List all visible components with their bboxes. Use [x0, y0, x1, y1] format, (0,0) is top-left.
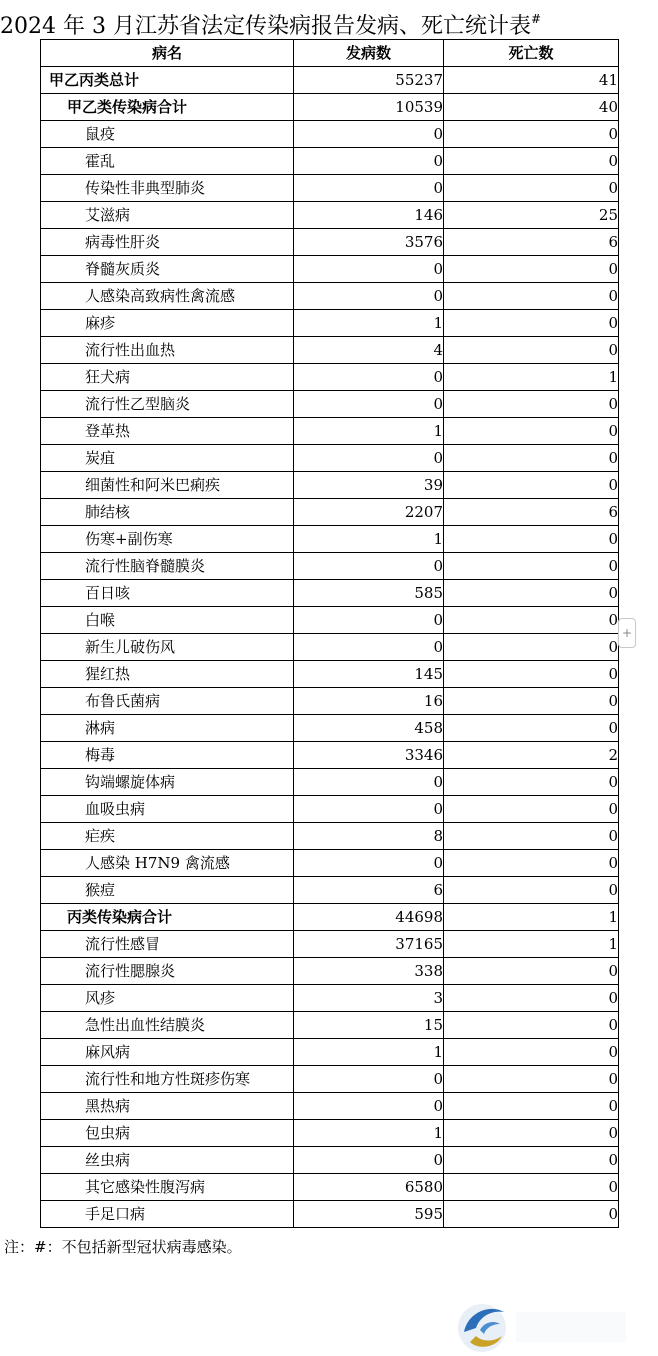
deaths-cell: 40	[444, 94, 619, 121]
disease-name-cell: 传染性非典型肺炎	[41, 175, 294, 202]
table-row	[41, 688, 619, 715]
deaths-cell: 0	[444, 283, 619, 310]
deaths-cell: 2	[444, 742, 619, 769]
disease-name-cell: 手足口病	[41, 1201, 294, 1228]
table-row	[41, 796, 619, 823]
cases-cell: 0	[294, 769, 444, 796]
table-row	[41, 283, 619, 310]
cases-cell: 0	[294, 364, 444, 391]
deaths-cell: 0	[444, 985, 619, 1012]
table-row	[41, 850, 619, 877]
deaths-cell: 0	[444, 1012, 619, 1039]
cases-cell: 37165	[294, 931, 444, 958]
disease-name-cell: 细菌性和阿米巴痢疾	[41, 472, 294, 499]
cases-cell: 6580	[294, 1174, 444, 1201]
disease-name-cell: 流行性腮腺炎	[41, 958, 294, 985]
cases-cell: 0	[294, 553, 444, 580]
deaths-cell: 0	[444, 391, 619, 418]
table-row	[41, 229, 619, 256]
table-row	[41, 310, 619, 337]
disease-name-cell: 流行性和地方性斑疹伤寒	[41, 1066, 294, 1093]
disease-name-cell: 狂犬病	[41, 364, 294, 391]
table-row	[41, 256, 619, 283]
disease-name-cell: 疟疾	[41, 823, 294, 850]
deaths-cell: 0	[444, 526, 619, 553]
cases-cell: 0	[294, 634, 444, 661]
deaths-cell: 6	[444, 499, 619, 526]
cases-cell: 4	[294, 337, 444, 364]
table-row	[41, 526, 619, 553]
deaths-cell: 0	[444, 1174, 619, 1201]
table-row	[41, 661, 619, 688]
disease-name-cell: 流行性乙型脑炎	[41, 391, 294, 418]
footnote: 注：#：不包括新型冠状病毒感染。	[4, 1238, 242, 1256]
deaths-cell: 0	[444, 1147, 619, 1174]
site-logo-icon	[456, 1298, 636, 1356]
deaths-cell: 0	[444, 553, 619, 580]
deaths-cell: 0	[444, 121, 619, 148]
cases-cell: 0	[294, 1093, 444, 1120]
disease-name-cell: 钩端螺旋体病	[41, 769, 294, 796]
cases-cell: 3	[294, 985, 444, 1012]
table-row	[41, 1120, 619, 1147]
table-header-row	[41, 40, 619, 67]
cases-cell: 6	[294, 877, 444, 904]
header-cases: 发病数	[294, 40, 444, 67]
table-row	[41, 148, 619, 175]
disease-name-cell: 猴痘	[41, 877, 294, 904]
deaths-cell: 1	[444, 931, 619, 958]
disease-name-cell: 丝虫病	[41, 1147, 294, 1174]
deaths-cell: 0	[444, 256, 619, 283]
cases-cell: 0	[294, 283, 444, 310]
cases-cell: 585	[294, 580, 444, 607]
cases-cell: 0	[294, 796, 444, 823]
deaths-cell: 0	[444, 607, 619, 634]
table-row	[41, 1093, 619, 1120]
deaths-cell: 0	[444, 715, 619, 742]
table-row	[41, 823, 619, 850]
deaths-cell: 0	[444, 688, 619, 715]
table-row	[41, 931, 619, 958]
deaths-cell: 1	[444, 364, 619, 391]
table-row	[41, 580, 619, 607]
table-row	[41, 1201, 619, 1228]
cases-cell: 16	[294, 688, 444, 715]
table-row	[41, 1174, 619, 1201]
table-row	[41, 1066, 619, 1093]
disease-name-cell: 病毒性肝炎	[41, 229, 294, 256]
table-row	[41, 499, 619, 526]
cases-cell: 0	[294, 1147, 444, 1174]
deaths-cell: 0	[444, 310, 619, 337]
table-row	[41, 121, 619, 148]
disease-name-cell: 霍乱	[41, 148, 294, 175]
disease-name-cell: 流行性出血热	[41, 337, 294, 364]
cases-cell: 0	[294, 1066, 444, 1093]
cases-cell: 458	[294, 715, 444, 742]
disease-name-cell: 鼠疫	[41, 121, 294, 148]
disease-name-cell: 猩红热	[41, 661, 294, 688]
disease-name-cell: 甲乙丙类总计	[41, 67, 294, 94]
cases-cell: 145	[294, 661, 444, 688]
page-title	[0, 0, 658, 38]
disease-name-cell: 麻疹	[41, 310, 294, 337]
disease-name-cell: 登革热	[41, 418, 294, 445]
logo-watermark-band	[516, 1312, 626, 1342]
table-row	[41, 364, 619, 391]
deaths-cell: 0	[444, 877, 619, 904]
expand-button[interactable]: +	[618, 618, 636, 648]
table-row	[41, 1039, 619, 1066]
cases-cell: 3576	[294, 229, 444, 256]
table-row	[41, 445, 619, 472]
cases-cell: 0	[294, 391, 444, 418]
table-row	[41, 391, 619, 418]
cases-cell: 1	[294, 1120, 444, 1147]
cases-cell: 0	[294, 121, 444, 148]
deaths-cell: 0	[444, 175, 619, 202]
table-row	[41, 769, 619, 796]
table-row	[41, 337, 619, 364]
deaths-cell: 25	[444, 202, 619, 229]
deaths-cell: 0	[444, 445, 619, 472]
table-row	[41, 904, 619, 931]
cases-cell: 15	[294, 1012, 444, 1039]
cases-cell: 338	[294, 958, 444, 985]
deaths-cell: 0	[444, 661, 619, 688]
cases-cell: 2207	[294, 499, 444, 526]
deaths-cell: 0	[444, 1039, 619, 1066]
cases-cell: 8	[294, 823, 444, 850]
cases-cell: 0	[294, 148, 444, 175]
cases-cell: 1	[294, 418, 444, 445]
table-row	[41, 472, 619, 499]
cases-cell: 1	[294, 526, 444, 553]
cases-cell: 1	[294, 310, 444, 337]
disease-name-cell: 布鲁氏菌病	[41, 688, 294, 715]
cases-cell: 0	[294, 256, 444, 283]
cases-cell: 0	[294, 445, 444, 472]
table-row	[41, 1012, 619, 1039]
deaths-cell: 0	[444, 1201, 619, 1228]
disease-name-cell: 急性出血性结膜炎	[41, 1012, 294, 1039]
table-row	[41, 715, 619, 742]
disease-name-cell: 白喉	[41, 607, 294, 634]
table-row	[41, 553, 619, 580]
disease-name-cell: 其它感染性腹泻病	[41, 1174, 294, 1201]
table-row	[41, 202, 619, 229]
deaths-cell: 0	[444, 418, 619, 445]
disease-name-cell: 艾滋病	[41, 202, 294, 229]
table-row	[41, 985, 619, 1012]
deaths-cell: 41	[444, 67, 619, 94]
report-table	[40, 39, 619, 1228]
table-row	[41, 94, 619, 121]
cases-cell: 0	[294, 607, 444, 634]
table-row	[41, 634, 619, 661]
deaths-cell: 0	[444, 958, 619, 985]
disease-name-cell: 伤寒+副伤寒	[41, 526, 294, 553]
cases-cell: 55237	[294, 67, 444, 94]
title-footnote-mark: #	[530, 12, 542, 26]
disease-name-cell: 淋病	[41, 715, 294, 742]
disease-name-cell: 梅毒	[41, 742, 294, 769]
table-row	[41, 742, 619, 769]
table-row	[41, 877, 619, 904]
disease-name-cell: 肺结核	[41, 499, 294, 526]
deaths-cell: 6	[444, 229, 619, 256]
disease-name-cell: 黑热病	[41, 1093, 294, 1120]
table-row	[41, 418, 619, 445]
disease-name-cell: 百日咳	[41, 580, 294, 607]
cases-cell: 44698	[294, 904, 444, 931]
header-disease-name: 病名	[41, 40, 294, 67]
table-body	[41, 67, 619, 1228]
cases-cell: 146	[294, 202, 444, 229]
disease-name-cell: 炭疽	[41, 445, 294, 472]
disease-name-cell: 血吸虫病	[41, 796, 294, 823]
cases-cell: 1	[294, 1039, 444, 1066]
deaths-cell: 0	[444, 337, 619, 364]
disease-name-cell: 甲乙类传染病合计	[41, 94, 294, 121]
deaths-cell: 0	[444, 850, 619, 877]
disease-name-cell: 麻风病	[41, 1039, 294, 1066]
deaths-cell: 0	[444, 580, 619, 607]
cases-cell: 3346	[294, 742, 444, 769]
disease-name-cell: 人感染高致病性禽流感	[41, 283, 294, 310]
cases-cell: 10539	[294, 94, 444, 121]
deaths-cell: 0	[444, 472, 619, 499]
cases-cell: 0	[294, 175, 444, 202]
deaths-cell: 0	[444, 796, 619, 823]
disease-name-cell: 风疹	[41, 985, 294, 1012]
table-row	[41, 67, 619, 94]
deaths-cell: 0	[444, 634, 619, 661]
title-text: 2024 年 3 月江苏省法定传染病报告发病、死亡统计表	[0, 14, 531, 39]
disease-name-cell: 丙类传染病合计	[41, 904, 294, 931]
deaths-cell: 0	[444, 769, 619, 796]
deaths-cell: 0	[444, 1120, 619, 1147]
table-row	[41, 607, 619, 634]
deaths-cell: 0	[444, 1066, 619, 1093]
cases-cell: 0	[294, 850, 444, 877]
header-deaths: 死亡数	[444, 40, 619, 67]
disease-name-cell: 脊髓灰质炎	[41, 256, 294, 283]
disease-name-cell: 人感染 H7N9 禽流感	[41, 850, 294, 877]
deaths-cell: 0	[444, 1093, 619, 1120]
disease-name-cell: 新生儿破伤风	[41, 634, 294, 661]
deaths-cell: 0	[444, 823, 619, 850]
disease-name-cell: 包虫病	[41, 1120, 294, 1147]
cases-cell: 39	[294, 472, 444, 499]
table-row	[41, 175, 619, 202]
table-row	[41, 1147, 619, 1174]
disease-name-cell: 流行性感冒	[41, 931, 294, 958]
table-row	[41, 958, 619, 985]
deaths-cell: 1	[444, 904, 619, 931]
disease-name-cell: 流行性脑脊髓膜炎	[41, 553, 294, 580]
cases-cell: 595	[294, 1201, 444, 1228]
deaths-cell: 0	[444, 148, 619, 175]
